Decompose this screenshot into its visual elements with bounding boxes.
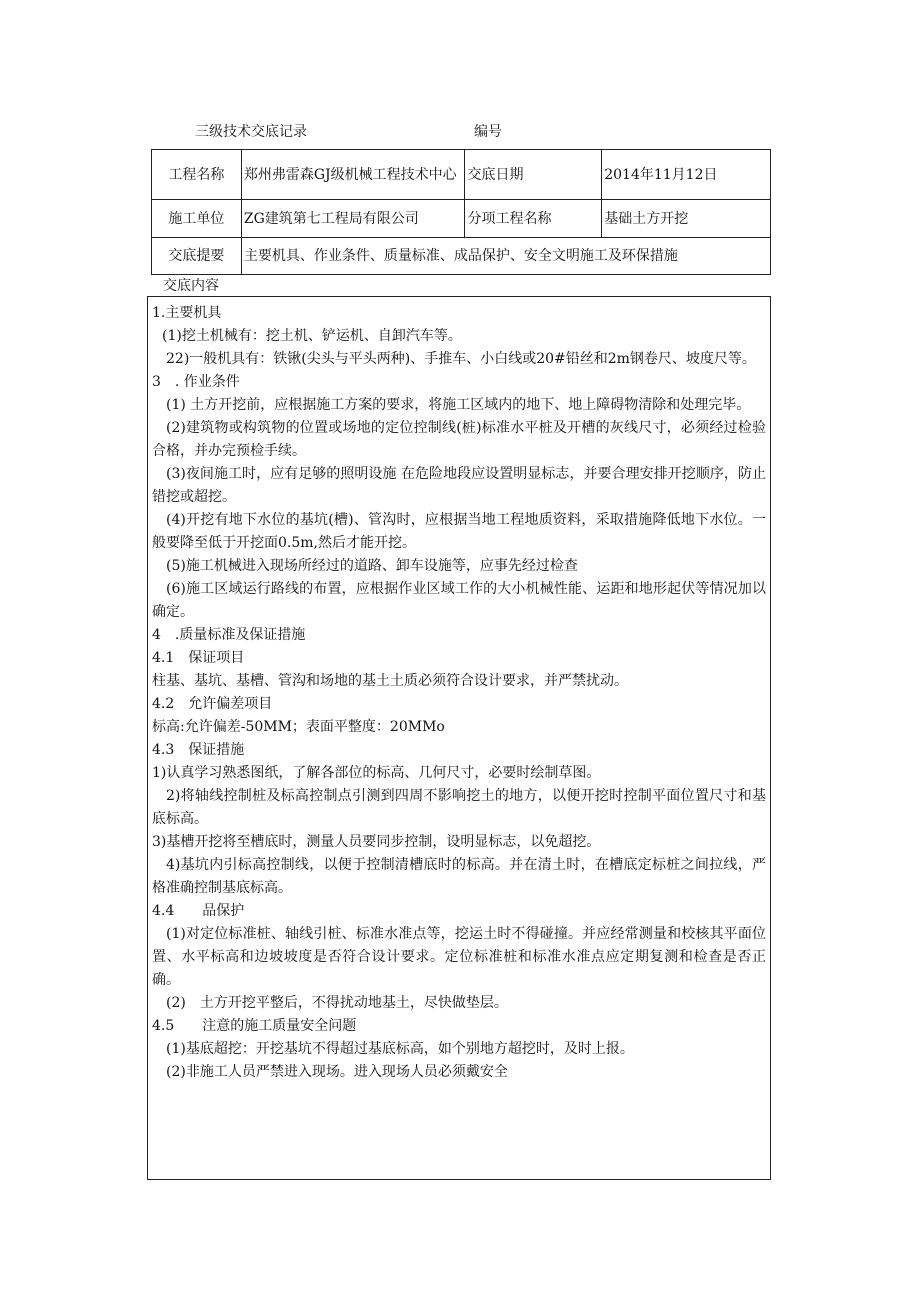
paragraph: 柱基、基坑、基槽、管沟和场地的基土土质必须符合设计要求，并严禁扰动。 [152, 673, 628, 689]
section-4-heading: 4 .质量标准及保证措施 [152, 627, 306, 643]
summary-value: 主要机具、作业条件、质量标准、成品保护、安全文明施工及环保措施 [241, 238, 770, 275]
subsection-heading: 4.5 注意的施工质量安全问题 [152, 1018, 357, 1034]
subsection-heading: 4.4 品保护 [152, 903, 245, 919]
paragraph: (6)施工区域运行路线的布置，应根据作业区域工作的大小机械性能、运距和地形起伏等情况加以确定。 [152, 581, 766, 620]
paragraph: (2) 土方开挖平整后，不得扰动地基土，尽快做垫层。 [166, 995, 508, 1011]
record-number-label: 编号 [474, 124, 502, 140]
date-label: 交底日期 [465, 150, 602, 200]
info-row-project [152, 150, 771, 200]
contractor-label: 施工单位 [152, 200, 242, 238]
paragraph: 4)基坑内引标高控制线，以便于控制清槽底时的标高。并在清土时，在槽底定标桩之间拉线，严格准确控制基底标高。 [152, 857, 766, 896]
paragraph: 3)基槽开挖将至槽底时，测量人员要同步控制，设明显标志，以免超挖。 [152, 834, 601, 850]
project-name-value: 郑州弗雷森GJ级机械工程技术中心 [241, 150, 465, 200]
paragraph: 1)认真学习熟悉图纸，了解各部位的标高、几何尺寸，必要时绘制草图。 [152, 765, 601, 781]
paragraph: 标高:允许偏差-50MM；表面平整度：20MMo [152, 719, 445, 735]
paragraph: (4)开挖有地下水位的基坑(槽)、管沟时，应根据当地工程地质资料，采取措施降低地下水位。一般要降至低于开挖面0.5m,然后才能开挖。 [152, 512, 766, 551]
section-3-heading: 3 . 作业条件 [152, 374, 240, 390]
content-title: 交底内容 [163, 278, 219, 294]
content-body [147, 296, 771, 1180]
paragraph: (2)非施工人员严禁进入现场。进入现场人员必须戴安全 [166, 1064, 508, 1080]
paragraph: (3)夜间施工时，应有足够的照明设施 在危险地段应设置明显标志，并要合理安排开挖顺序，防止错挖或超挖。 [152, 466, 766, 505]
info-row-summary [152, 238, 771, 275]
paragraph: (1)基底超挖：开挖基坑不得超过基底标高，如个别地方超挖时，及时上报。 [166, 1041, 634, 1057]
summary-label: 交底提要 [152, 238, 242, 275]
subsection-heading: 4.1 保证项目 [152, 650, 245, 666]
subitem-value: 基础土方开挖 [602, 200, 771, 238]
paragraph: (1)对定位标准桩、轴线引桩、标准水准点等，挖运土时不得碰撞。并应经常测量和校核其平面位置、水平标高和边坡坡度是否符合设计要求。定位标准桩和标准水准点应定期复测和检查是否正确。 [152, 926, 766, 988]
project-name-label: 工程名称 [152, 150, 242, 200]
paragraph: (1) 土方开挖前，应根据施工方案的要求，将施工区域内的地下、地上障碍物清除和处理完毕。 [166, 397, 751, 413]
paragraph: (5)施工机械进入现场所经过的道路、卸车设施等，应事先经过检查 [166, 558, 578, 574]
record-title: 三级技术交底记录 [195, 124, 307, 140]
paragraph: 2)将轴线控制桩及标高控制点引测到四周不影响挖土的地方，以便开挖时控制平面位置尺寸和基底标高。 [152, 788, 766, 827]
paragraph: (1)挖土机械有：挖土机、铲运机、自卸汽车等。 [162, 328, 462, 344]
section-1-heading: 1.主要机具 [152, 305, 222, 321]
info-table [151, 149, 771, 275]
paragraph: 22)一般机具有：铁锹(尖头与平头两种)、手推车、小白线或20#铅丝和2m钢卷尺、坡度尺等。 [166, 351, 756, 367]
contractor-value: ZG建筑第七工程局有限公司 [241, 200, 465, 238]
subitem-label: 分项工程名称 [465, 200, 602, 238]
subsection-heading: 4.2 允许偏差项目 [152, 696, 273, 712]
paragraph: (2)建筑物或构筑物的位置或场地的定位控制线(桩)标准水平桩及开槽的灰线尺寸，必须经过检验合格，并办完预检手续。 [152, 420, 766, 459]
info-row-contractor [152, 200, 771, 238]
date-value: 2014年11月12日 [602, 150, 771, 200]
subsection-heading: 4.3 保证措施 [152, 742, 245, 758]
